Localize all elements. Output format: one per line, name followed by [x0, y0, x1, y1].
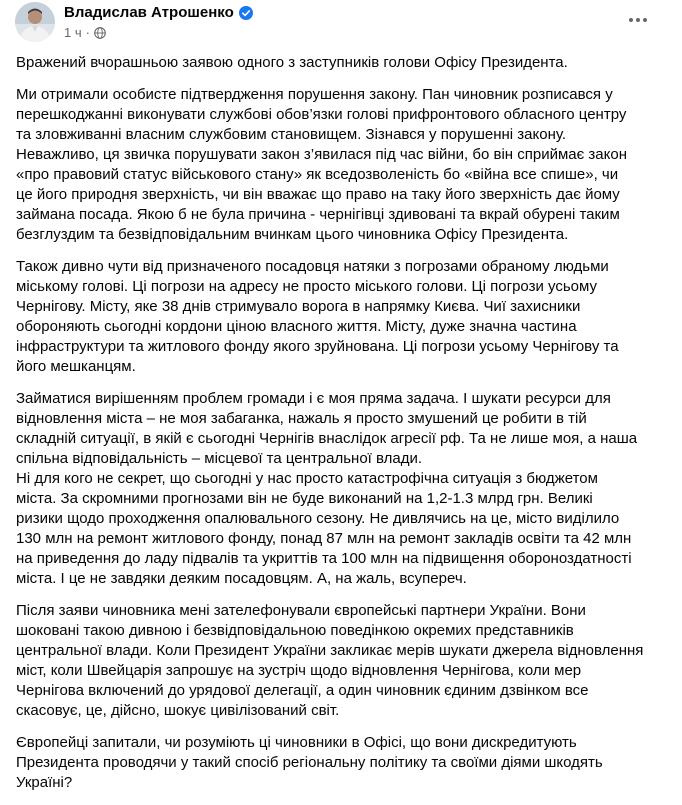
post-paragraph: Також дивно чути від призначеного посадовця натяки з погрозами обраному людьми міському голові. Ці погрози на адресу не просто міського голови. Ці погрози усьому Чернігову. Місту, яке 38 днів стримувало ворога в напрямку Києва. Чиї захисники обороняють сьогодні кордони ціною власного життя. Місту, дуже значна частина інфраструктури та житлового фонду якого зруйнована. Ці погрози усьому Чернігову та його мешканцям. [16, 258, 619, 375]
post-paragraph: Після заяви чиновника мені зателефонували європейські партнери України. Вони шоковані такою дивною і безвідповідальною поведінкою окремих представників центральної влади. Коли Президент України закликає мерів шукати джерела відновлення міст, коли Швейцарія запрошує на зустріч щодо відновлення Чернігова, коли мер Чернігова включений до урядової делегації, а один чиновник єдиним дзвінком все скасовує, це, дійсно, шокує цивілізований світ. [16, 602, 644, 719]
post-paragraph: Займатися вирішенням проблем громади і є моя пряма задача. І шукати ресурси для відновлення міста – не моя забаганка, нажаль я просто змушений це робити в тій складній ситуації, в якій є сьогодні Чернігів внаслідок агресії рф. Та не лише моя, а наша спільна відповідальність – місцевої та центральної влади. Ні для кого не секрет, що сьогодні у нас просто катастрофічна ситуація з бюджетом міста. За скромними прогнозами він не буде виконаний на 1,2-1.3 млрд грн. Великі ризики щодо проходження опалювального сезону. Не дивлячись на це, місто виділило 130 млн на ремонт житлового фонду, понад 87 млн на ремонт закладів освіти та 42 млн на приведення до ладу підвалів та укриттів та 100 млн на підвищення обороноздатності міста. І це не завдяки деяким посадовцям. А, на жаль, всупереч. [16, 390, 638, 587]
post-timestamp[interactable]: 1 ч [64, 25, 82, 40]
author-name-link[interactable] [64, 4, 253, 22]
post-header [0, 0, 682, 46]
post-body [16, 53, 672, 805]
author-avatar[interactable] [15, 2, 55, 42]
globe-icon[interactable] [94, 27, 106, 39]
post-paragraph: Європейці запитали, чи розуміють ці чиновники в Офісі, що вони дискредитують Президента проводячи у такий спосіб регіональну політику та своїми діями шкодять Україні? [16, 734, 603, 791]
more-options-icon[interactable] [624, 6, 652, 34]
post-meta [64, 25, 106, 41]
author-name: Владислав Атрошенко [64, 4, 234, 21]
post-paragraph: Вражений вчорашньою заявою одного з заступників голови Офісу Президента. [16, 54, 568, 71]
post-paragraph: Ми отримали особисте підтвердження порушення закону. Пан чиновник розписався у перешкоджанні виконувати службові обов’язки голові прифронтового обласного центру та зловживанні власним службовим становищем. Зізнався у порушенні закону. Неважливо, ця звичка порушувати закон з’явилася під час війни, бо він сприймає закон «про правовий статус військового стану» як вседозволеність бо «війна все спише», чи це його природня зверхність, чи він вважає що право на таку його зверхність дає йому займана посада. Якою б не була причина - чернігівці здивовані та вкрай обурені таким безглуздим та безвідповідальним вчинкам цього чиновника Офісу Президента. [16, 86, 628, 243]
verified-badge-icon [239, 6, 253, 20]
avatar-image [15, 2, 55, 42]
meta-separator: · [85, 25, 90, 40]
